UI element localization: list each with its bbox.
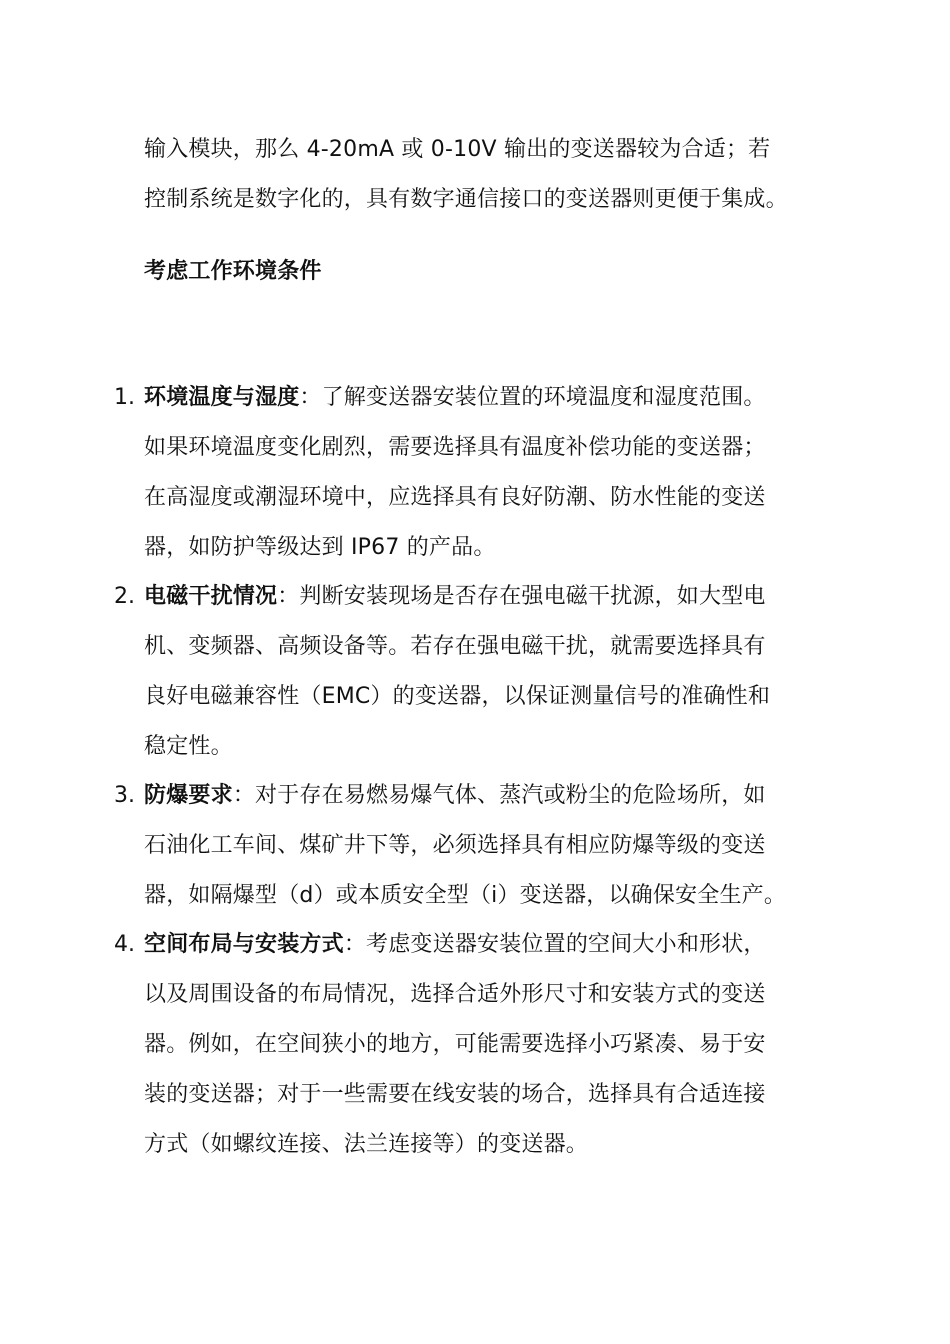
list-item-line: 良好电磁兼容性（EMC）的变送器，以保证测量信号的准确性和 (144, 684, 771, 709)
list-item-first-line (144, 781, 766, 811)
list-item-number: 3. (114, 783, 135, 808)
list-item-line: 器，如防护等级达到 IP67 的产品。 (144, 535, 496, 560)
list-item-first-line (144, 930, 766, 960)
title-separator: ： (299, 385, 322, 410)
list-item-line: 方式（如螺纹连接、法兰连接等）的变送器。 (144, 1132, 589, 1157)
list-item-line: 在高湿度或潮湿环境中，应选择具有良好防潮、防水性能的变送 (144, 485, 766, 510)
list-item-title: 环境温度与湿度 (144, 385, 300, 410)
list-item-text: 了解变送器安装位置的环境温度和湿度范围。 (321, 385, 766, 410)
list-item-line: 器，如隔爆型（d）或本质安全型（i）变送器，以确保安全生产。 (144, 883, 787, 908)
list-item-number: 4. (114, 932, 135, 957)
list-item-line: 稳定性。 (144, 734, 233, 759)
list-item-text: 对于存在易燃易爆气体、蒸汽或粉尘的危险场所，如 (255, 783, 766, 808)
list-item-text: 判断安装现场是否存在强电磁干扰源，如大型电 (299, 584, 766, 609)
intro-line-2: 控制系统是数字化的，具有数字通信接口的变送器则更便于集成。 (144, 187, 788, 212)
list-item-title: 防爆要求 (144, 783, 233, 808)
list-item-number: 2. (114, 584, 135, 609)
list-item-number: 1. (114, 385, 135, 410)
list-item-line: 机、变频器、高频设备等。若存在强电磁干扰，就需要选择具有 (144, 634, 766, 659)
title-separator: ： (232, 783, 256, 808)
intro-line-1: 输入模块，那么 4-20mA 或 0-10V 输出的变送器较为合适；若 (144, 137, 771, 162)
list-item-title: 电磁干扰情况 (144, 584, 278, 609)
list-item-line: 以及周围设备的布局情况，选择合适外形尺寸和安装方式的变送 (144, 982, 766, 1007)
list-item-first-line (144, 582, 766, 612)
section-heading: 考虑工作环境条件 (144, 259, 322, 284)
list-item-text: 考虑变送器安装位置的空间大小和形状， (366, 932, 766, 957)
list-item-title: 空间布局与安装方式 (144, 932, 344, 957)
list-item-line: 石油化工车间、煤矿井下等，必须选择具有相应防爆等级的变送 (144, 833, 766, 858)
list-item-line: 如果环境温度变化剧烈，需要选择具有温度补偿功能的变送器； (144, 435, 766, 460)
list-item-first-line (144, 383, 766, 413)
title-separator: ： (343, 932, 367, 957)
list-item-line: 器。例如，在空间狭小的地方，可能需要选择小巧紧凑、易于安 (144, 1032, 766, 1057)
list-item-line: 装的变送器；对于一些需要在线安装的场合，选择具有合适连接 (144, 1082, 766, 1107)
title-separator: ： (277, 584, 300, 609)
